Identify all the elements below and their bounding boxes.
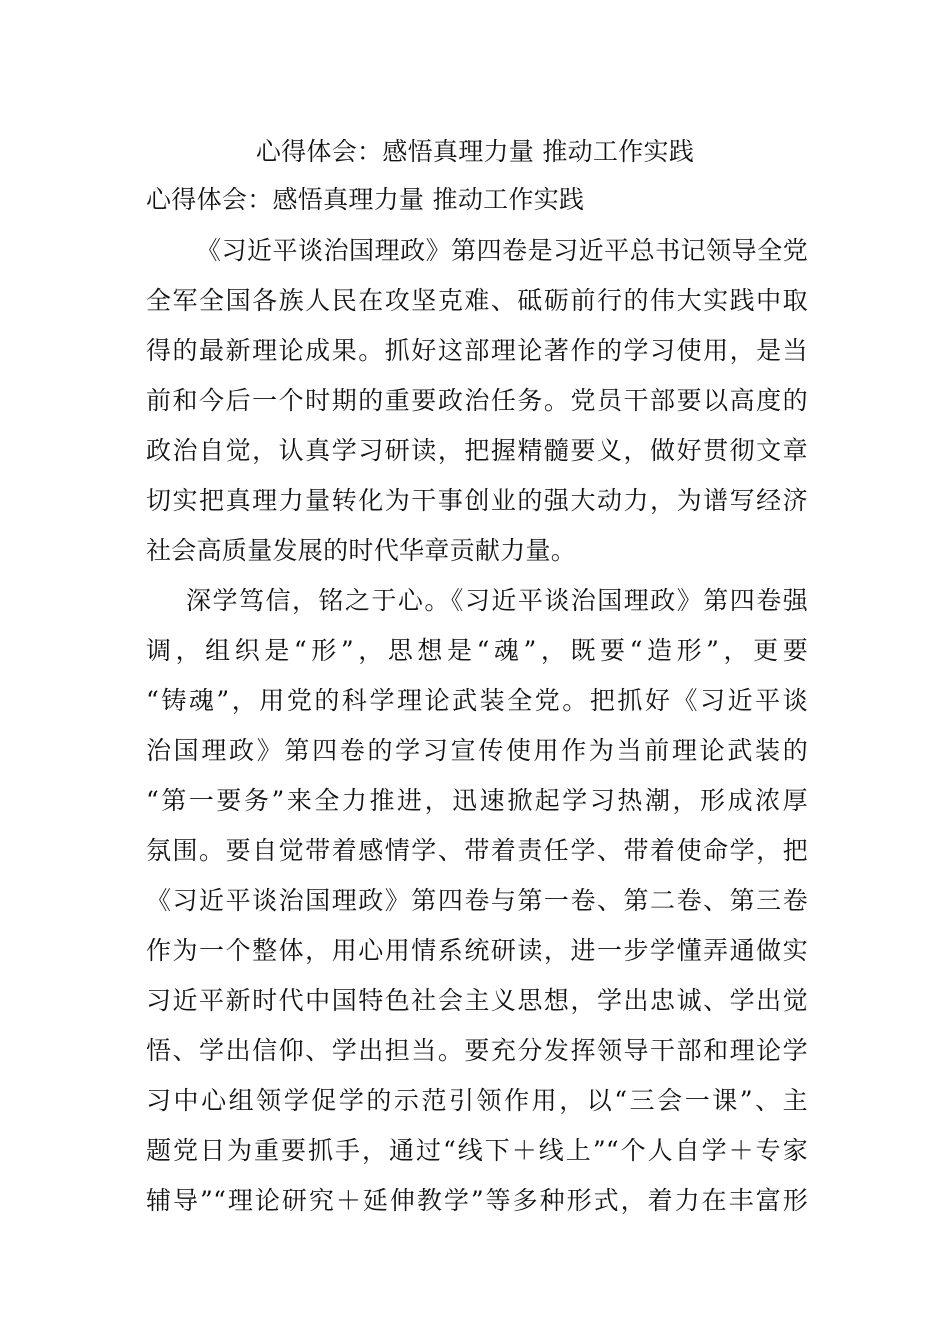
paragraph-line: 治国理政》第四卷的学习宣传使用作为当前理论武装的 xyxy=(146,736,808,765)
paragraph-line: 题党日为重要抓手，通过“线下＋线上”“个人自学＋专家 xyxy=(146,1136,808,1165)
paragraph-line: 辅导”“理论研究＋延伸教学”等多种形式，着力在丰富形 xyxy=(146,1186,808,1215)
paragraph-line: 《习近平谈治国理政》第四卷是习近平总书记领导全党 xyxy=(196,236,808,265)
paragraph-line: 切实把真理力量转化为干事创业的强大动力，为谱写经济 xyxy=(146,486,808,515)
document-title: 心得体会：感悟真理力量 推动工作实践 xyxy=(255,137,695,166)
paragraph-line: 调，组织是“形”，思想是“魂”，既要“造形”，更要 xyxy=(146,636,808,665)
document-subtitle: 心得体会：感悟真理力量 推动工作实践 xyxy=(146,185,585,214)
paragraph-line: 作为一个整体，用心用情系统研读，进一步学懂弄通做实 xyxy=(146,936,808,965)
paragraph-line: “铸魂”，用党的科学理论武装全党。把抓好《习近平谈 xyxy=(146,686,808,715)
paragraph-line: 习近平新时代中国特色社会主义思想，学出忠诚、学出觉 xyxy=(146,986,808,1015)
paragraph-line: “第一要务”来全力推进，迅速掀起学习热潮，形成浓厚 xyxy=(146,786,808,815)
paragraph-line: 政治自觉，认真学习研读，把握精髓要义，做好贯彻文章 xyxy=(146,436,808,465)
paragraph-line: 悟、学出信仰、学出担当。要充分发挥领导干部和理论学 xyxy=(146,1036,808,1065)
paragraph-line: 氛围。要自觉带着感情学、带着责任学、带着使命学，把 xyxy=(146,836,808,865)
paragraph-line: 得的最新理论成果。抓好这部理论著作的学习使用，是当 xyxy=(146,336,808,365)
paragraph-line: 深学笃信，铭之于心。《习近平谈治国理政》第四卷强 xyxy=(186,586,808,615)
paragraph-line: 全军全国各族人民在攻坚克难、砥砺前行的伟大实践中取 xyxy=(146,286,808,315)
paragraph-line: 社会高质量发展的时代华章贡献力量。 xyxy=(146,536,577,565)
paragraph-line: 习中心组领学促学的示范引领作用，以“三会一课”、主 xyxy=(146,1086,808,1115)
paragraph-line: 《习近平谈治国理政》第四卷与第一卷、第二卷、第三卷 xyxy=(146,886,808,915)
paragraph-line: 前和今后一个时期的重要政治任务。党员干部要以高度的 xyxy=(146,386,808,415)
